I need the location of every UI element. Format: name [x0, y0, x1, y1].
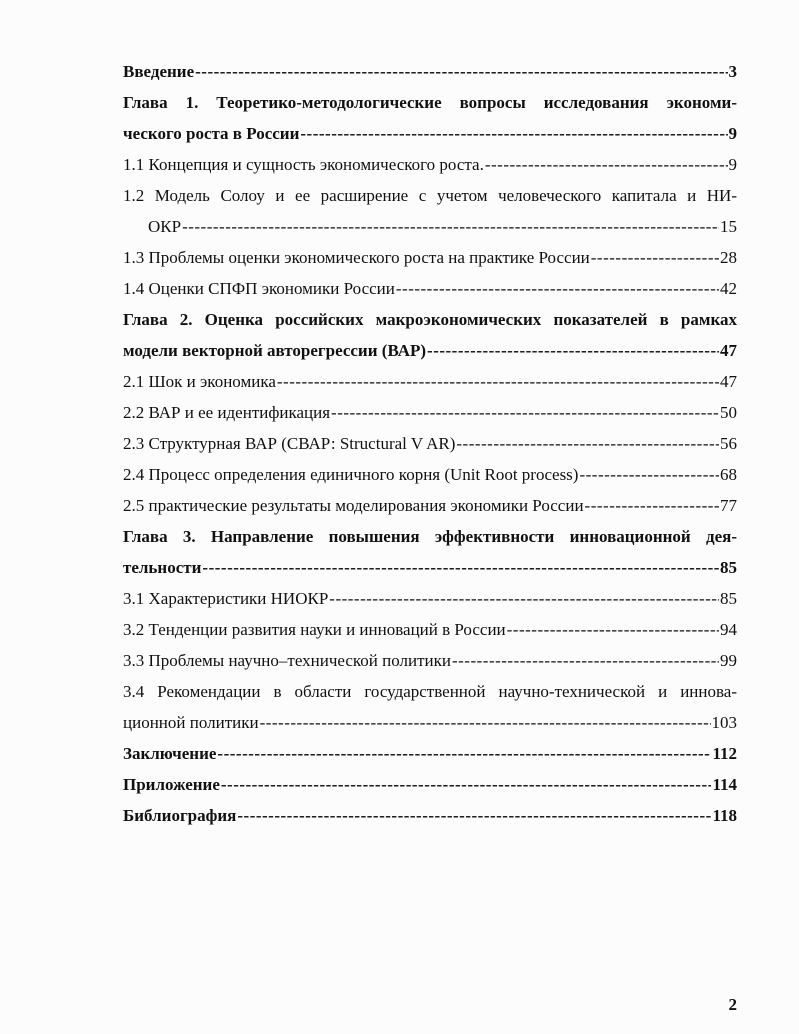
toc-entry-page: 50	[720, 403, 737, 422]
toc-entry-title: 2.5 практические результаты моделирования экономики России	[123, 496, 584, 515]
toc-entry-page: 56	[720, 434, 737, 453]
leader-dots	[427, 335, 719, 366]
toc-entry-title: ционной политики	[123, 713, 259, 732]
leader-dots	[396, 273, 719, 304]
table-of-contents	[123, 56, 737, 831]
toc-entry-chapter-3-line-1	[123, 521, 737, 552]
toc-entry-page: 99	[720, 651, 737, 670]
toc-entry-chapter-2	[123, 335, 737, 366]
toc-entry-chapter-1-line-1	[123, 87, 737, 118]
toc-entry-page: 114	[712, 775, 737, 794]
leader-dots	[260, 707, 711, 738]
toc-entry-title: 2.3 Структурная ВАР (СВАР: Structural V AR)	[123, 434, 456, 453]
toc-entry-page: 77	[720, 496, 737, 515]
toc-entry-section-2-4	[123, 459, 737, 490]
toc-entry-title: ОКР	[148, 217, 182, 236]
toc-entry-section-3-2	[123, 614, 737, 645]
toc-entry-section-1-2	[123, 211, 737, 242]
toc-entry-title: Глава 2. Оценка российских макроэкономических показателей в рамках	[123, 310, 737, 329]
toc-entry-title: 3.2 Тенденции развития науки и инноваций в России	[123, 620, 506, 639]
toc-entry-page: 15	[720, 217, 737, 236]
leader-dots	[237, 800, 711, 831]
page-number: 2	[728, 995, 737, 1014]
leader-dots	[331, 397, 719, 428]
leader-dots	[585, 490, 719, 521]
toc-entry-section-3-3	[123, 645, 737, 676]
toc-entry-section-2-3	[123, 428, 737, 459]
toc-entry-bibliography	[123, 800, 737, 831]
toc-entry-title: 1.2 Модель Солоу и ее расширение с учетом человеческого капитала и НИ-	[123, 186, 737, 205]
toc-entry-section-1-3	[123, 242, 737, 273]
toc-entry-title: тельности	[123, 558, 202, 577]
leader-dots	[579, 459, 719, 490]
toc-entry-section-3-4	[123, 707, 737, 738]
toc-entry-appendix	[123, 769, 737, 800]
toc-entry-title: Приложение	[123, 775, 220, 794]
toc-entry-title: ческого роста в России	[123, 124, 300, 143]
toc-entry-page: 112	[712, 744, 737, 763]
toc-entry-title: Глава 1. Теоретико-методологические вопросы исследования экономи-	[123, 93, 737, 112]
toc-entry-page: 85	[720, 558, 737, 577]
toc-entry-page: 9	[728, 155, 737, 174]
toc-entry-page: 94	[720, 620, 737, 639]
toc-entry-title: модели векторной авторегрессии (ВАР)	[123, 341, 427, 360]
toc-entry-title: Введение	[123, 62, 195, 81]
toc-entry-section-3-4-line-1	[123, 676, 737, 707]
toc-entry-title: Заключение	[123, 744, 217, 763]
toc-entry-section-3-1	[123, 583, 737, 614]
toc-entry-title: 3.4 Рекомендации в области государственной научно-технической и иннова-	[123, 682, 737, 701]
toc-entry-page: 47	[720, 341, 737, 360]
toc-entry-page: 85	[720, 589, 737, 608]
leader-dots	[195, 56, 727, 87]
toc-entry-intro	[123, 56, 737, 87]
leader-dots	[182, 211, 719, 242]
toc-entry-section-1-4	[123, 273, 737, 304]
toc-entry-section-2-2	[123, 397, 737, 428]
toc-entry-page: 3	[728, 62, 737, 81]
toc-entry-title: 1.4 Оценки СПФП экономики России	[123, 279, 395, 298]
leader-dots	[329, 583, 719, 614]
toc-entry-section-2-1	[123, 366, 737, 397]
toc-entry-page: 68	[720, 465, 737, 484]
toc-entry-title: 1.3 Проблемы оценки экономического роста на практике России	[123, 248, 590, 267]
toc-entry-page: 47	[720, 372, 737, 391]
leader-dots	[300, 118, 727, 149]
toc-entry-section-2-5	[123, 490, 737, 521]
leader-dots	[452, 645, 719, 676]
leader-dots	[202, 552, 719, 583]
toc-entry-page: 118	[712, 806, 737, 825]
toc-entry-chapter-2-line-1	[123, 304, 737, 335]
toc-entry-page: 42	[720, 279, 737, 298]
toc-entry-section-1-2-line-1	[123, 180, 737, 211]
leader-dots	[591, 242, 719, 273]
leader-dots	[217, 738, 711, 769]
toc-entry-chapter-1	[123, 118, 737, 149]
leader-dots	[485, 149, 728, 180]
toc-entry-title: 2.4 Процесс определения единичного корня (Unit Root process)	[123, 465, 579, 484]
toc-entry-title: Библиография	[123, 806, 237, 825]
toc-entry-page: 28	[720, 248, 737, 267]
leader-dots	[456, 428, 719, 459]
toc-entry-title: 3.3 Проблемы научно–технической политики	[123, 651, 451, 670]
toc-entry-section-1-1	[123, 149, 737, 180]
toc-entry-page: 9	[728, 124, 737, 143]
toc-entry-title: 2.2 ВАР и ее идентификация	[123, 403, 331, 422]
toc-entry-title: Глава 3. Направление повышения эффективности инновационной дея-	[123, 527, 737, 546]
toc-entry-page: 103	[711, 713, 737, 732]
leader-dots	[507, 614, 719, 645]
leader-dots	[221, 769, 712, 800]
toc-entry-chapter-3	[123, 552, 737, 583]
toc-entry-conclusion	[123, 738, 737, 769]
toc-entry-title: 2.1 Шок и экономика	[123, 372, 276, 391]
leader-dots	[277, 366, 719, 397]
toc-entry-title: 1.1 Концепция и сущность экономического роста.	[123, 155, 484, 174]
toc-entry-title: 3.1 Характеристики НИОКР	[123, 589, 329, 608]
